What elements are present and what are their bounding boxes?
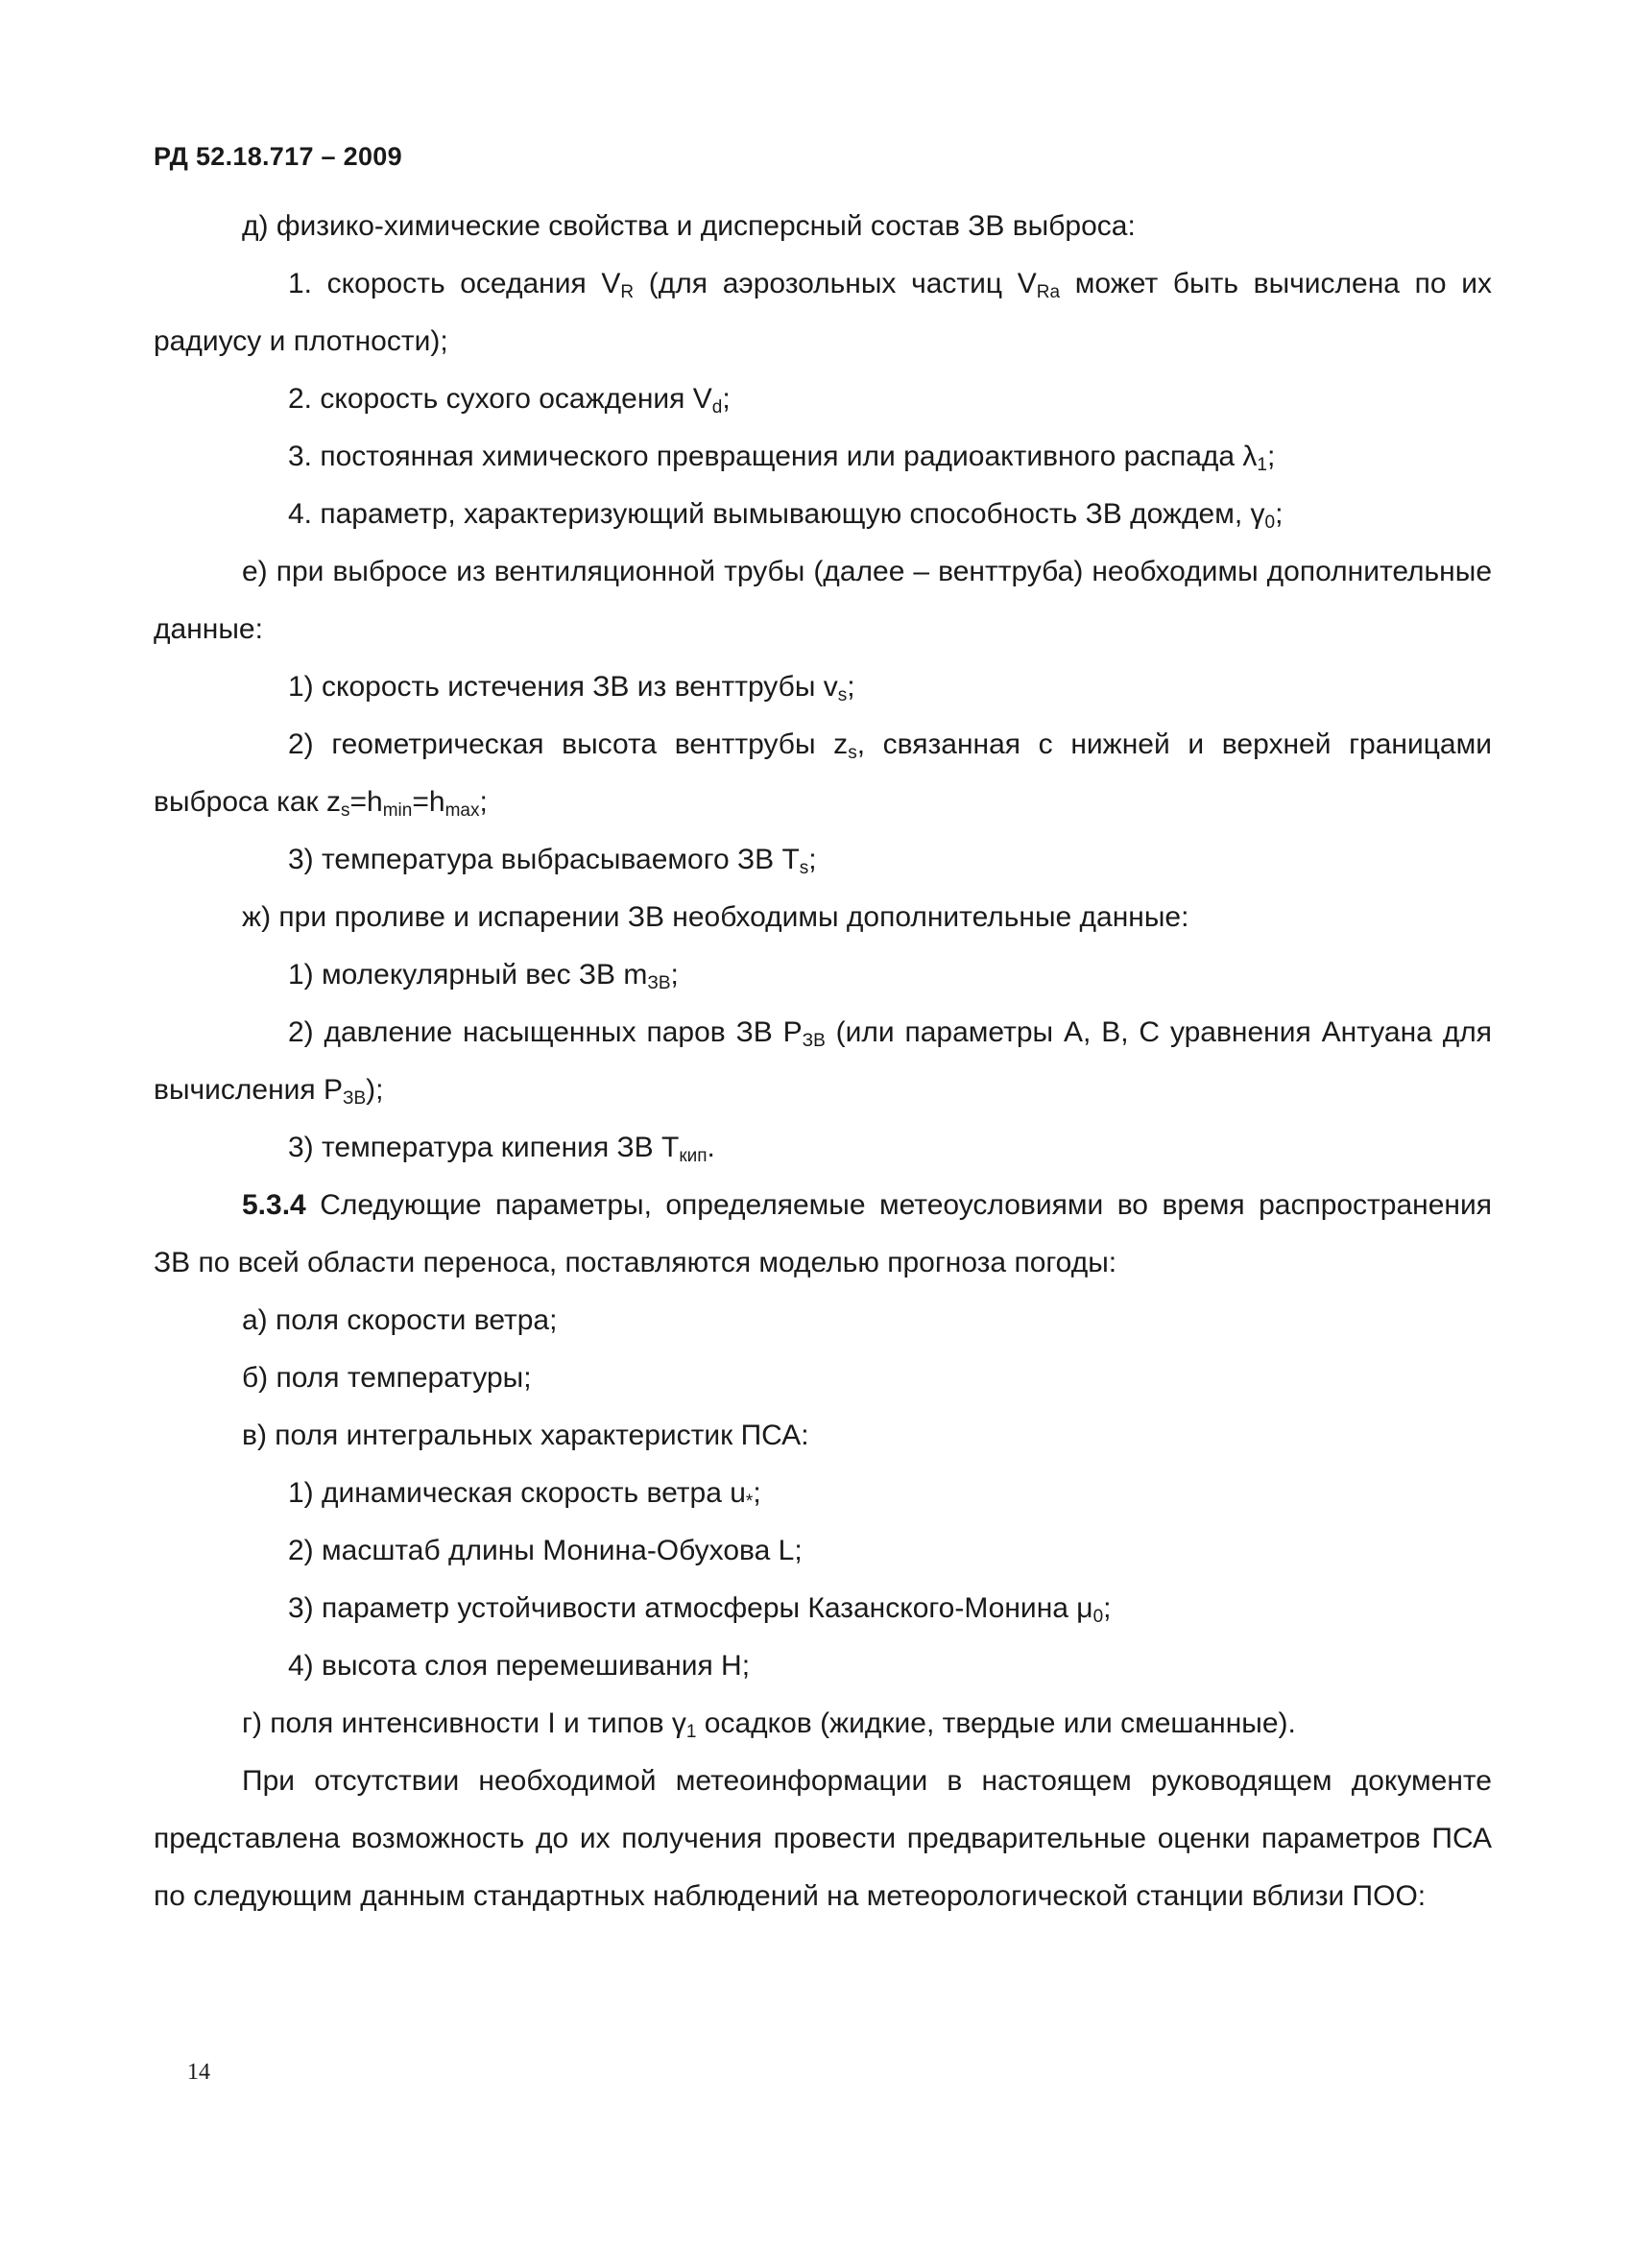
section-5-3-4: 5.3.4 Следующие параметры, определяемые метеоусловиями во время распространения ЗВ по всей области переноса, поставляются моделью прогноза погоды: bbox=[154, 1189, 1492, 1278]
closing-paragraph: При отсутствии необходимой метеоинформации в настоящем руководящем документе представлена возможность до их получения провести предварительные оценки параметров ПСА по следующим данным стандартных наблюдений на метеорологической станции вблизи ПОО: bbox=[154, 1765, 1492, 1912]
item-d2: 2. скорость сухого осаждения $V_d$; bbox=[288, 383, 731, 418]
item-e-intro: е) при выбросе из вентиляционной трубы (далее – венттруба) необходимы дополнительные данные: bbox=[154, 556, 1492, 645]
page-body bbox=[154, 198, 1492, 1925]
document-code-header: РД 52.18.717 – 2009 bbox=[154, 142, 402, 171]
section-item-v1: 1) динамическая скорость ветра $u_*$; bbox=[288, 1477, 761, 1512]
item-d-intro: д) физико-химические свойства и дисперсный состав ЗВ выброса: bbox=[242, 210, 1136, 242]
item-e2: 2) геометрическая высота венттрубы $z_s$, связанная с нижней и верхней границами выброса как $z_s=h_{min}=h_{max}$; bbox=[154, 728, 1492, 821]
page-number: 14 bbox=[187, 2060, 210, 2085]
item-zh3: 3) температура кипения ЗВ $T_{кип}$. bbox=[288, 1132, 715, 1166]
item-zh2: 2) давление насыщенных паров ЗВ $P_{ЗВ}$ (или параметры A, B, C уравнения Антуана для вычисления $P_{ЗВ}$); bbox=[154, 1016, 1492, 1109]
item-zh1: 1) молекулярный вес ЗВ $m_{ЗВ}$; bbox=[288, 959, 679, 993]
section-item-a: а) поля скорости ветра; bbox=[242, 1304, 558, 1336]
item-d4: 4. параметр, характеризующий вымывающую способность ЗВ дождем, $\gamma_0$; bbox=[288, 498, 1284, 533]
item-zh-intro: ж) при проливе и испарении ЗВ необходимы дополнительные данные: bbox=[242, 901, 1189, 933]
section-number: 5.3.4 bbox=[242, 1189, 306, 1221]
section-item-g: г) поля интенсивности I и типов $\gamma_1$ осадков (жидкие, твердые или смешанные). bbox=[242, 1707, 1296, 1742]
item-d1: 1. скорость оседания $V_R$ (для аэрозольных частиц $V_{Ra}$ может быть вычислена по их радиусу и плотности); bbox=[154, 268, 1493, 357]
section-item-v2: 2) масштаб длины Монина-Обухова L; bbox=[288, 1535, 803, 1566]
section-item-v: в) поля интегральных характеристик ПСА: bbox=[242, 1420, 809, 1451]
item-e3: 3) температура выбрасываемого ЗВ $T_s$; bbox=[288, 844, 817, 878]
item-e1: 1) скорость истечения ЗВ из венттрубы $v_s$; bbox=[288, 671, 855, 705]
section-item-v3: 3) параметр устойчивости атмосферы Казанского-Монина $\mu_0$; bbox=[288, 1592, 1112, 1627]
section-item-b: б) поля температуры; bbox=[242, 1362, 532, 1394]
section-item-v4: 4) высота слоя перемешивания H; bbox=[288, 1650, 751, 1682]
item-d3: 3. постоянная химического превращения или радиоактивного распада $\lambda_1$; bbox=[288, 441, 1276, 475]
